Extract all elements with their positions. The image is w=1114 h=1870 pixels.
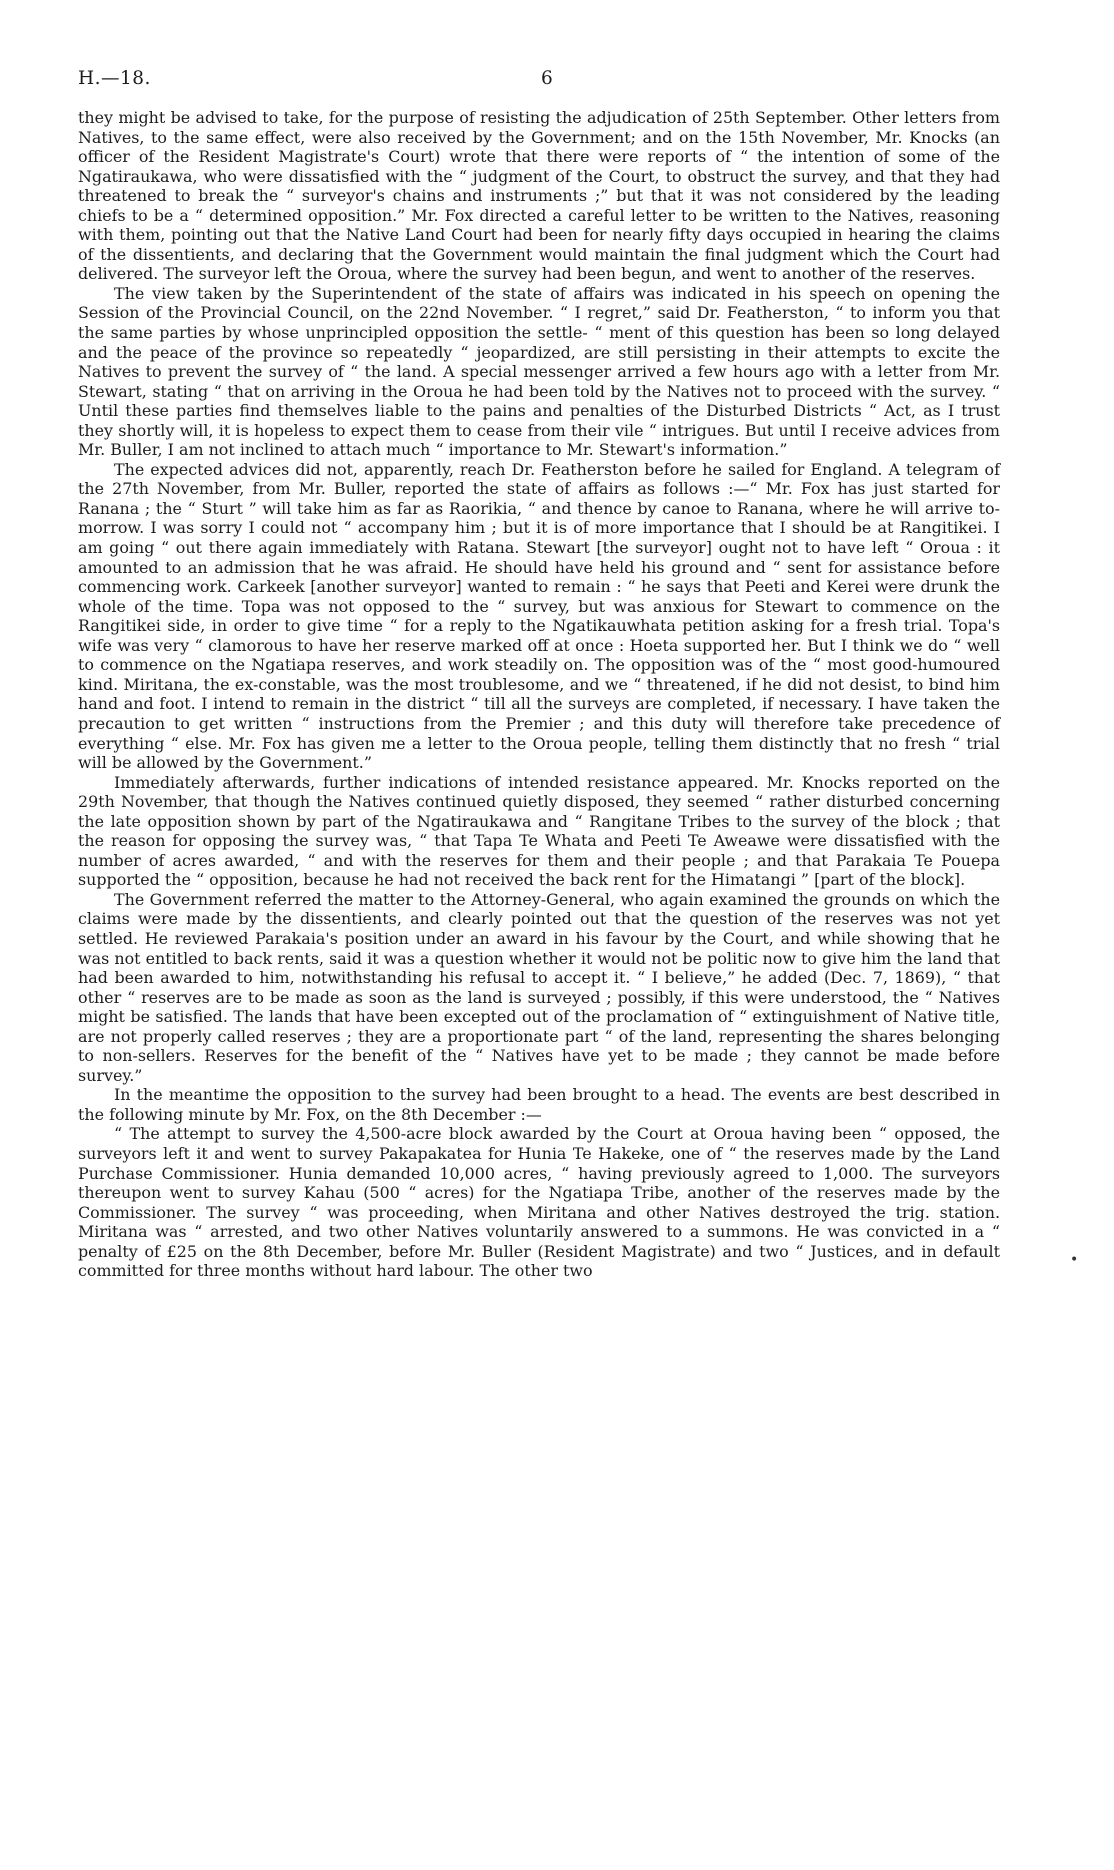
- document-body: [78, 108, 1000, 1281]
- paragraph: The Government referred the matter to the Attorney-General, who again examined the grounds on which the claims were made by the dissentients, and clearly pointed out that the question of the reserves was not yet settled. He reviewed Parakaia's position under an award in his favour by the Court, and while showing that he was not entitled to back rents, said it was a question whether it would not be politic now to give him the land that had been awarded to him, notwithstanding his refusal to accept it. “ I believe,” he added (Dec. 7, 1869), “ that other “ reserves are to be made as soon as the land is surveyed ; possibly, if this were understood, the “ Natives might be satisfied. The lands that have been excepted out of the proclamation of “ extinguishment of Native title, are not properly called reserves ; they are a proportionate part “ of the land, representing the shares belonging to non-sellers. Reserves for the benefit of the “ Natives have yet to be made ; they cannot be made before survey.”: [78, 889, 1000, 1085]
- paragraph: The view taken by the Superintendent of the state of affairs was indicated in his speech on opening the Session of the Provincial Council, on the 22nd November. “ I regret,” said Dr. Featherston, “ to inform you that the same parties by whose unprincipled opposition the settle- “ ment of this question has been so long delayed and the peace of the province so repeatedly “ jeopardized, are still persisting in their attempts to excite the Natives to prevent the survey of “ the land. A special messenger arrived a few hours ago with a letter from Mr. Stewart, stating “ that on arriving in the Oroua he had been told by the Natives not to proceed with the survey. “ Until these parties find themselves liable to the pains and penalties of the Disturbed Districts “ Act, as I trust they shortly will, it is hopeless to expect them to cease from their vile “ intrigues. But until I receive advices from Mr. Buller, I am not inclined to attach much “ importance to Mr. Stewart's information.”: [78, 283, 1000, 460]
- quoted-paragraph: “ The attempt to survey the 4,500-acre block awarded by the Court at Oroua having been “ opposed, the surveyors left it and went to survey Pakapakatea for Hunia Te Hakeke, one of “ the reserves made by the Land Purchase Commissioner. Hunia demanded 10,000 acres, “ having previously agreed to 1,000. The surveyors thereupon went to survey Kahau (500 “ acres) for the Ngatiapa Tribe, another of the reserves made by the Commissioner. The survey “ was proceeding, when Miritana and other Natives destroyed the trig. station. Miritana was “ arrested, and two other Natives voluntarily answered to a summons. He was convicted in a “ penalty of £25 on the 8th December, before Mr. Buller (Resident Magistrate) and two “ Justices, and in default committed for three months without hard labour. The other two: [78, 1124, 1000, 1281]
- paragraph: In the meantime the opposition to the survey had been brought to a head. The events are best described in the following minute by Mr. Fox, on the 8th December :—: [78, 1085, 1000, 1124]
- paragraph: The expected advices did not, apparently, reach Dr. Featherston before he sailed for England. A telegram of the 27th November, from Mr. Buller, reported the state of affairs as follows :—“ Mr. Fox has just started for Ranana ; the “ Sturt ” will take him as far as Raorikia, “ and thence by canoe to Ranana, where he will arrive to-morrow. I was sorry I could not “ accompany him ; but it is of more importance that I should be at Rangitikei. I am going “ out there again immediately with Ratana. Stewart [the surveyor] ought not to have left “ Oroua : it amounted to an admission that he was afraid. He should have held his ground and “ sent for assistance before commencing work. Carkeek [another surveyor] wanted to remain : “ he says that Peeti and Kerei were drunk the whole of the time. Topa was not opposed to the “ survey, but was anxious for Stewart to commence on the Rangitikei side, in order to give time “ for a reply to the Ngatikauwhata petition asking for a fresh trial. Topa's wife was very “ clamorous to have her reserve marked off at once : Hoeta supported her. But I think we do “ well to commence on the Ngatiapa reserves, and work steadily on. The opposition was of the “ most good-humoured kind. Miritana, the ex-constable, was the most troublesome, and we “ threatened, if he did not desist, to bind him hand and foot. I intend to remain in the district “ till all the surveys are completed, if necessary. I have taken the precaution to get written “ instructions from the Premier ; and this duty will therefore take precedence of everything “ else. Mr. Fox has given me a letter to the Oroua people, telling them distinctly that no fresh “ trial will be allowed by the Government.”: [78, 459, 1000, 773]
- paragraph: they might be advised to take, for the purpose of resisting the adjudication of 25th September. Other letters from Natives, to the same effect, were also received by the Government; and on the 15th November, Mr. Knocks (an officer of the Resident Magistrate's Court) wrote that there were reports of “ the intention of some of the Ngatiraukawa, who were dissatisfied with the “ judgment of the Court, to obstruct the survey, and that they had threatened to break the “ surveyor's chains and instruments ;” but that it was not considered by the leading chiefs to be a “ determined opposition.” Mr. Fox directed a careful letter to be written to the Natives, reasoning with them, pointing out that the Native Land Court had been for nearly fifty days occupied in hearing the claims of the dissentients, and declaring that the Government would maintain the final judgment which the Court had delivered. The surveyor left the Oroua, where the survey had been begun, and went to another of the reserves.: [78, 108, 1000, 284]
- document-reference: H.—18.: [78, 68, 151, 89]
- paragraph: Immediately afterwards, further indications of intended resistance appeared. Mr. Knocks reported on the 29th November, that though the Natives continued quietly disposed, they seemed “ rather disturbed concerning the late opposition shown by part of the Ngatiraukawa and “ Rangitane Tribes to the survey of the block ; that the reason for opposing the survey was, “ that Tapa Te Whata and Peeti Te Aweawe were dissatisfied with the number of acres awarded, “ and with the reserves for them and their people ; and that Parakaia Te Pouepa supported the “ opposition, because he had not received the back rent for the Himatangi ” [part of the block].: [78, 772, 1000, 890]
- page-number: 6: [541, 68, 553, 89]
- margin-mark: •: [1070, 1252, 1079, 1268]
- page-header: [78, 68, 1000, 102]
